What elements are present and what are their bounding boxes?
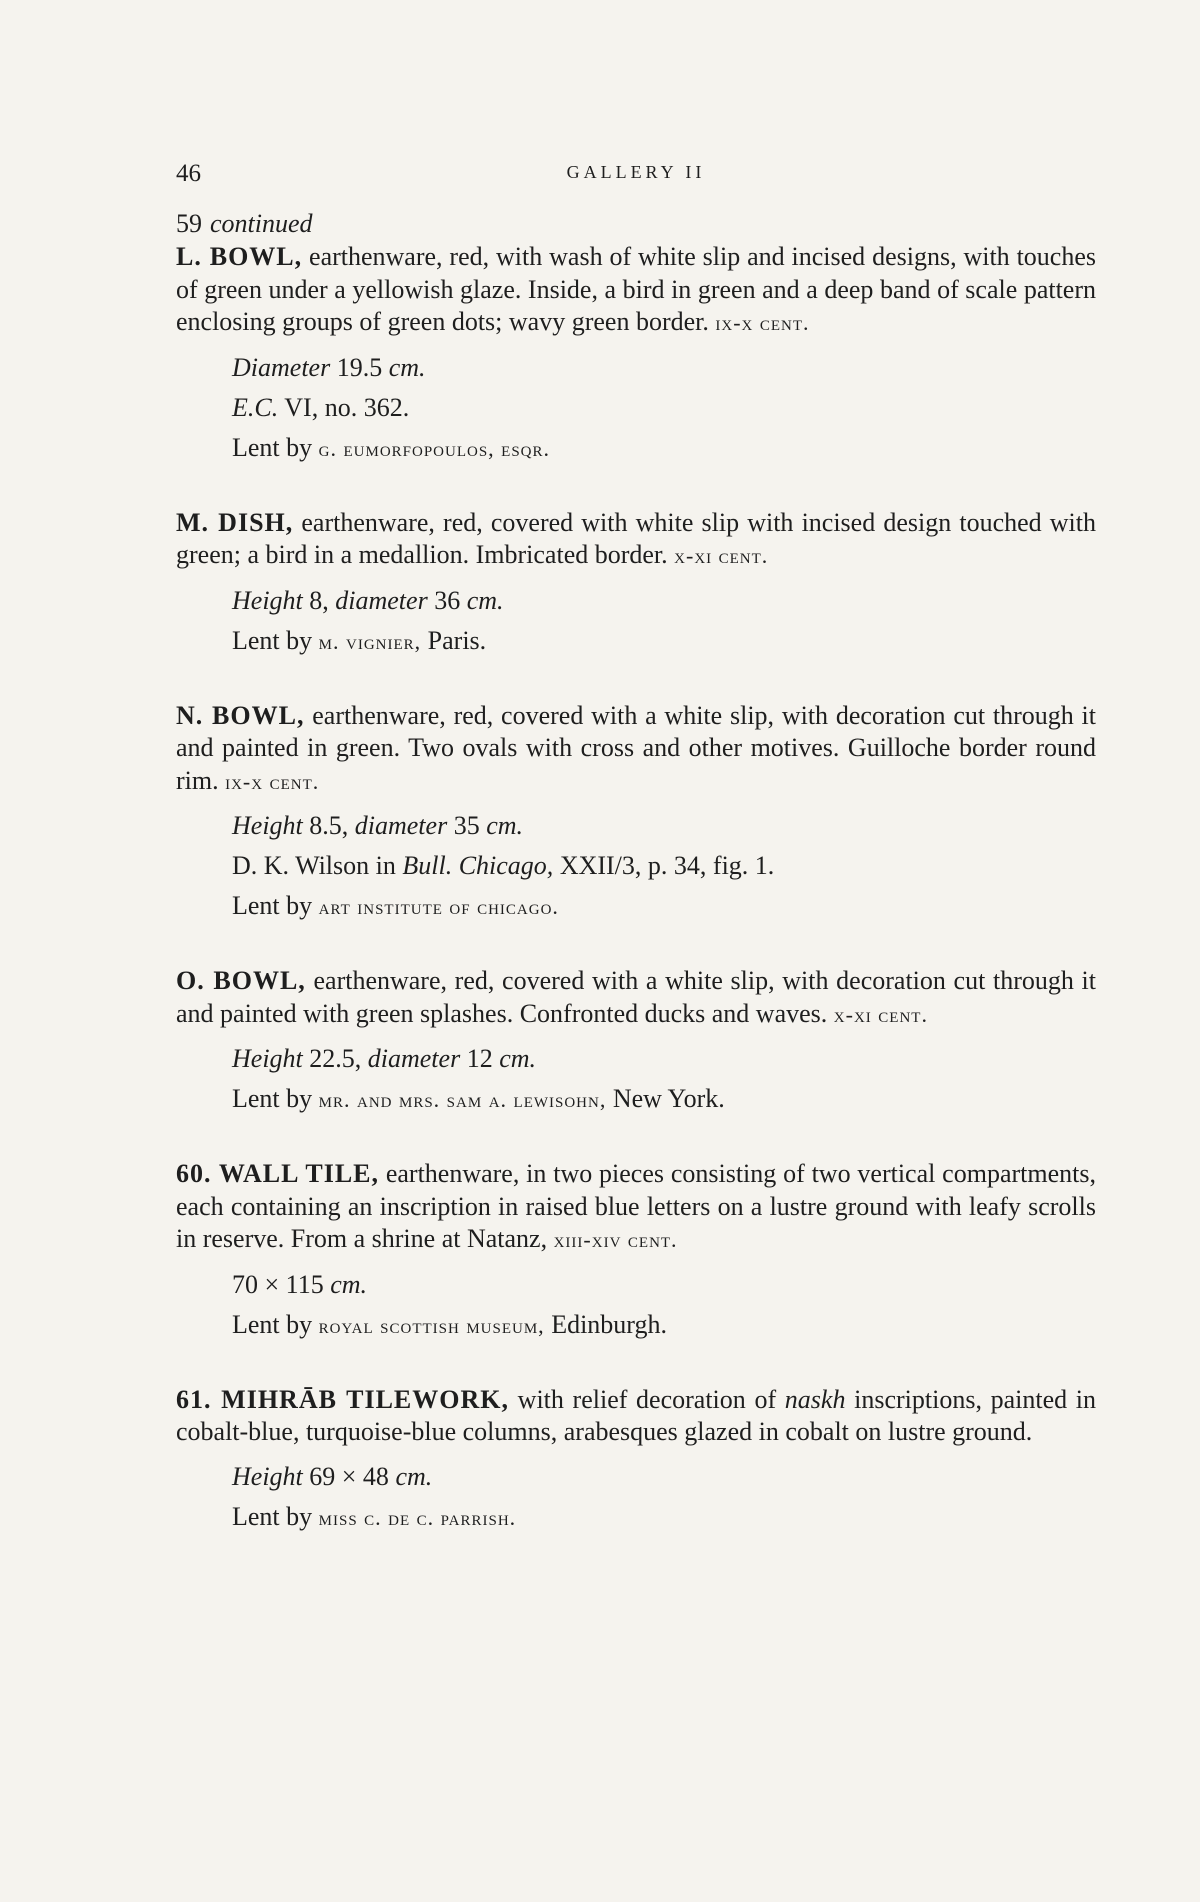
lender-name: m. vignier, xyxy=(318,628,422,654)
lender-place: Edinburgh. xyxy=(551,1309,667,1339)
dimension-unit: cm. xyxy=(330,1269,368,1299)
reference-title: E.C. xyxy=(232,392,279,422)
entry-description xyxy=(176,507,1096,573)
entry-60 xyxy=(176,1158,1096,1346)
lent-prefix: Lent by xyxy=(232,1501,313,1531)
continuation-number: 59 xyxy=(176,209,202,238)
dimension-unit: cm. xyxy=(388,352,426,382)
dimension-label: diameter xyxy=(335,585,428,615)
entry-text: earthenware, in two pieces consisting of two vertical compartments, each containing an inscription in raised blue letters on a lustre ground with leafy scrolls in reserve. From a shrine at Natanz, xyxy=(176,1159,1096,1253)
entry-label: L. BOWL, xyxy=(176,242,303,271)
dimension-label: Height xyxy=(232,585,303,615)
dimension-unit: cm. xyxy=(395,1461,433,1491)
lender-place: New York. xyxy=(612,1084,725,1113)
dimensions-line xyxy=(232,806,1096,846)
dimension-value: 70 × 115 xyxy=(232,1269,324,1299)
dimension-label: diameter xyxy=(354,811,448,840)
running-head xyxy=(176,160,1096,190)
dimension-label: Height xyxy=(232,1044,303,1073)
lender-line xyxy=(232,1079,1096,1120)
dimension-unit: cm. xyxy=(499,1044,537,1073)
entry-date: x-xi cent. xyxy=(833,1001,928,1027)
catalogue-content xyxy=(176,207,1096,1538)
entry-text-italic: naskh xyxy=(784,1384,846,1414)
dimension-value: 8, xyxy=(309,585,329,615)
reference-line xyxy=(232,846,1096,886)
dimensions-line xyxy=(232,1265,1096,1305)
dimensions-line xyxy=(232,581,1096,621)
dimension-value: 22.5, xyxy=(309,1044,362,1073)
entry-label: 60. WALL TILE, xyxy=(176,1159,379,1188)
entry-details xyxy=(232,1039,1096,1120)
entry-text: with relief decoration of xyxy=(517,1384,777,1414)
lent-prefix: Lent by xyxy=(232,625,313,655)
lender-name: g. eumorfopoulos, esqr. xyxy=(318,435,551,461)
entry-details xyxy=(232,1457,1096,1538)
entry-date: x-xi cent. xyxy=(674,543,769,568)
entry-text: earthenware, red, covered with a white slip, with decoration cut through it and painted with green splashes. Confronted ducks and waves. xyxy=(176,966,1096,1028)
reference-detail: XXII/3, p. 34, fig. 1. xyxy=(559,851,775,880)
dimension-label: diameter xyxy=(367,1044,461,1073)
entry-text: inscriptions, painted in cobalt-blue, turquoise-blue columns, arabesques glazed in cobalt on lustre ground. xyxy=(176,1384,1097,1446)
entry-details xyxy=(232,348,1096,469)
dimension-label: Diameter xyxy=(232,352,331,382)
entry-label: M. DISH, xyxy=(176,507,294,537)
entry-details xyxy=(232,806,1096,927)
continuation-line xyxy=(176,207,1096,241)
entry-details xyxy=(232,581,1096,662)
dimensions-line xyxy=(232,1457,1096,1497)
entry-text: earthenware, red, covered with a white slip, with decoration cut through it and painted in green. Two ovals with cross and other motives. Guilloche border round rim. xyxy=(176,700,1097,795)
entry-description xyxy=(176,700,1096,799)
lender-line xyxy=(232,1497,1096,1538)
lender-line xyxy=(232,886,1096,927)
entry-n xyxy=(176,700,1096,928)
entry-description xyxy=(176,965,1096,1031)
lender-place: Paris. xyxy=(427,625,487,655)
entry-description xyxy=(176,241,1096,340)
entry-description xyxy=(176,1158,1096,1257)
lender-line xyxy=(232,428,1096,469)
entry-m xyxy=(176,507,1096,662)
entry-details xyxy=(232,1265,1096,1346)
lent-prefix: Lent by xyxy=(232,891,313,920)
entry-text: earthenware, red, with wash of white slip and incised designs, with touches of green under a yellowish glaze. Inside, a bird in green and a deep band of scale pattern enclosing groups of green dots; wavy green border. xyxy=(176,242,1096,336)
dimension-value: 12 xyxy=(466,1044,493,1073)
lender-line xyxy=(232,1305,1096,1346)
dimension-value: 19.5 xyxy=(336,352,383,382)
continuation-note: continued xyxy=(210,209,313,238)
entry-o xyxy=(176,965,1096,1120)
dimensions-line xyxy=(232,1039,1096,1079)
reference-detail: VI, no. 362. xyxy=(284,392,410,422)
entry-date: ix-x cent. xyxy=(225,768,320,794)
reference-prefix: D. K. Wilson in xyxy=(232,851,396,880)
entry-label: O. BOWL, xyxy=(176,966,306,995)
entry-l xyxy=(176,241,1096,469)
dimension-unit: cm. xyxy=(466,585,504,615)
dimension-label: Height xyxy=(232,1461,303,1491)
lender-name: mr. and mrs. sam a. lewisohn, xyxy=(318,1087,607,1112)
dimension-value: 36 xyxy=(434,585,461,615)
dimension-value: 69 × 48 xyxy=(309,1461,389,1491)
page-number: 46 xyxy=(176,160,201,187)
entry-text: earthenware, red, covered with white slip with incised design touched with green; a bird in a medallion. Imbricated border. xyxy=(176,507,1097,569)
entry-61 xyxy=(176,1384,1096,1538)
lent-prefix: Lent by xyxy=(232,432,313,462)
dimension-value: 35 xyxy=(453,811,480,840)
lent-prefix: Lent by xyxy=(232,1309,313,1339)
lender-name: art institute of chicago. xyxy=(318,894,559,919)
lender-name: royal scottish museum, xyxy=(318,1312,545,1338)
dimension-label: Height xyxy=(232,811,303,840)
entry-description xyxy=(176,1384,1096,1449)
reference-title: Bull. Chicago, xyxy=(402,851,554,880)
dimension-unit: cm. xyxy=(486,811,524,840)
gallery-title: GALLERY II xyxy=(566,162,706,182)
lent-prefix: Lent by xyxy=(232,1084,313,1113)
entry-date: xiii-xiv cent. xyxy=(553,1227,678,1252)
entry-date: ix-x cent. xyxy=(715,310,810,335)
reference-line xyxy=(232,388,1096,428)
lender-line xyxy=(232,621,1096,662)
dimensions-line xyxy=(232,348,1096,388)
dimension-value: 8.5, xyxy=(309,811,349,840)
entry-label: 61. MIHRĀB TILEWORK, xyxy=(176,1384,509,1414)
entry-label: N. BOWL, xyxy=(176,700,305,730)
lender-name: miss c. de c. parrish. xyxy=(318,1504,517,1530)
